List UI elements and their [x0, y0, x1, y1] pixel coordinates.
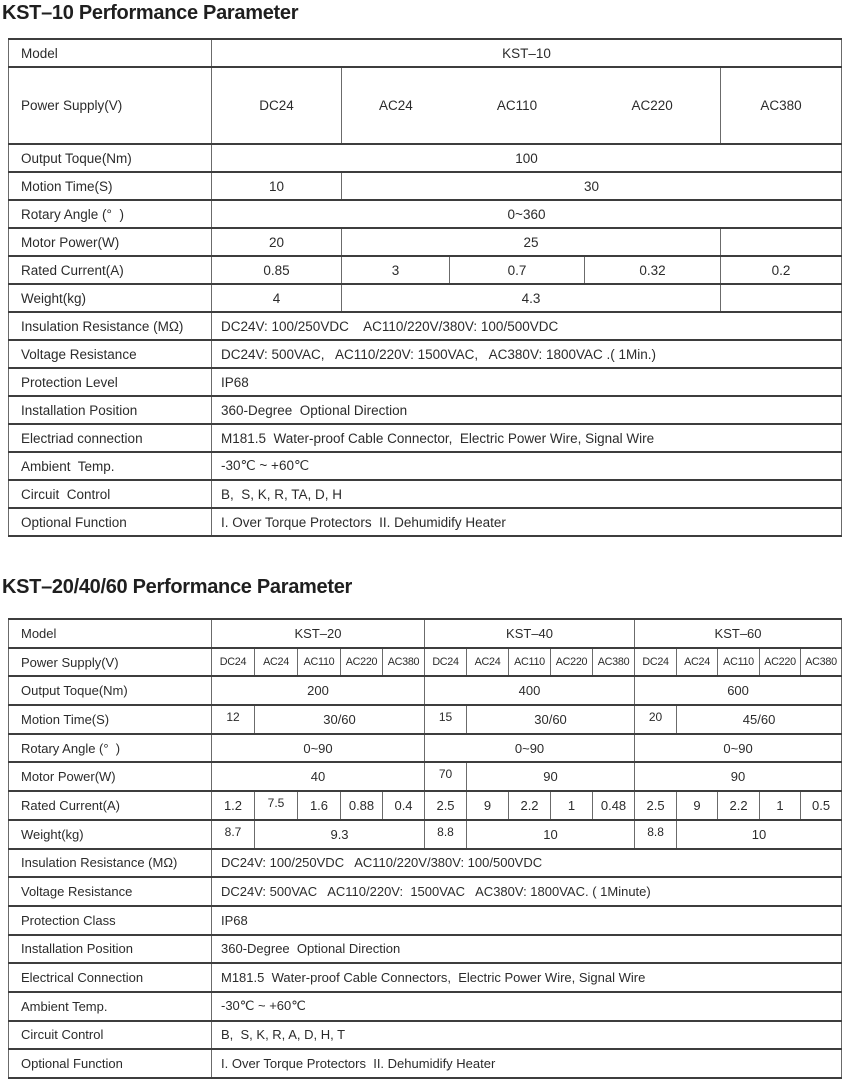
t2-weight-v6: 10: [677, 820, 842, 849]
t1-rotary-label: Rotary Angle (° ): [9, 200, 212, 228]
t1-current-v4: 0.32: [585, 256, 721, 284]
t1-circuit-label: Circuit Control: [9, 480, 212, 508]
t1-rotary-value: 0~360: [212, 200, 842, 228]
t1-power-ac-group-inner: [342, 98, 720, 113]
t2-current-cell: 2.2: [718, 791, 760, 820]
t2-motion-v1: 12: [212, 705, 255, 734]
t2-optional-label: Optional Function: [9, 1049, 212, 1078]
t2-circuit-label: Circuit Control: [9, 1021, 212, 1050]
t2-motion-v6: 45/60: [677, 705, 842, 734]
t1-insulation-value: DC24V: 100/250VDC AC110/220V/380V: 100/500VDC: [212, 312, 842, 340]
t2-torque-label: Output Toque(Nm): [9, 676, 212, 705]
table-row: [9, 935, 842, 964]
t1-optional-label: Optional Function: [9, 508, 212, 536]
table-row: [9, 144, 842, 172]
t2-power-cell: AC380: [593, 648, 635, 677]
t1-current-label: Rated Current(A): [9, 256, 212, 284]
table-row: [9, 1049, 842, 1078]
t1-motion-v1: 10: [212, 172, 342, 200]
kst20-40-60-performance-table: [8, 618, 842, 1079]
t2-power-cell: AC24: [677, 648, 718, 677]
t2-voltage-value: DC24V: 500VAC AC110/220V: 1500VAC AC380V: 1800VAC. ( 1Minute): [212, 877, 842, 906]
t2-power-cell: AC380: [383, 648, 425, 677]
t1-power-ac24: AC24: [378, 98, 413, 113]
t2-weight-v4: 10: [467, 820, 635, 849]
t1-power-ac110: AC110: [496, 98, 538, 113]
table-row: [9, 340, 842, 368]
t2-current-cell: 7.5: [255, 791, 298, 820]
t2-installation-label: Installation Position: [9, 935, 212, 964]
t2-power-cell: AC110: [718, 648, 760, 677]
t2-power-cell: AC24: [255, 648, 298, 677]
t1-motor-v1: 20: [212, 228, 342, 256]
t2-current-cell: 0.48: [593, 791, 635, 820]
table-row: [9, 312, 842, 340]
t1-protection-value: IP68: [212, 368, 842, 396]
t2-ambient-label: Ambient Temp.: [9, 992, 212, 1021]
t2-weight-v1: 8.7: [212, 820, 255, 849]
table-row: [9, 256, 842, 284]
table-row: [9, 619, 842, 648]
table-row: [9, 39, 842, 67]
table-row: [9, 480, 842, 508]
t2-current-cell: 2.5: [425, 791, 467, 820]
t2-motion-v4: 30/60: [467, 705, 635, 734]
t2-insulation-label: Insulation Resistance (MΩ): [9, 849, 212, 878]
t2-power-label: Power Supply(V): [9, 648, 212, 677]
t2-rotary-v2: 0~90: [425, 734, 635, 763]
t2-current-cell: 1.6: [298, 791, 341, 820]
t1-power-ac220: AC220: [631, 98, 673, 113]
table-row: [9, 200, 842, 228]
t2-current-cell: 2.5: [635, 791, 677, 820]
t2-motor-label: Motor Power(W): [9, 762, 212, 791]
kst20-40-60-table-title: KST–20/40/60 Performance Parameter: [2, 576, 353, 598]
t1-motor-label: Motor Power(W): [9, 228, 212, 256]
t1-motion-v2: 30: [342, 172, 842, 200]
t2-current-cell: 0.88: [341, 791, 383, 820]
t2-current-cell: 1.2: [212, 791, 255, 820]
t2-rotary-v3: 0~90: [635, 734, 842, 763]
t2-motor-v1: 40: [212, 762, 425, 791]
t1-power-label: Power Supply(V): [9, 67, 212, 144]
t2-model-kst40: KST–40: [425, 619, 635, 648]
t1-model-label: Model: [9, 39, 212, 67]
table-row: [9, 734, 842, 763]
t2-model-kst60: KST–60: [635, 619, 842, 648]
kst10-table-title: KST–10 Performance Parameter: [2, 2, 299, 24]
t1-motor-v2: 25: [342, 228, 721, 256]
t1-current-v5: 0.2: [721, 256, 842, 284]
t2-insulation-value: DC24V: 100/250VDC AC110/220V/380V: 100/500VDC: [212, 849, 842, 878]
t2-power-cell: AC220: [341, 648, 383, 677]
t2-electrical-value: M181.5 Water-proof Cable Connectors, Electric Power Wire, Signal Wire: [212, 963, 842, 992]
t2-protection-label: Protection Class: [9, 906, 212, 935]
t1-protection-label: Protection Level: [9, 368, 212, 396]
t2-circuit-value: B, S, K, R, A, D, H, T: [212, 1021, 842, 1050]
t1-optional-value: I. Over Torque Protectors II. Dehumidify Heater: [212, 508, 842, 536]
table-row: [9, 368, 842, 396]
t2-voltage-label: Voltage Resistance: [9, 877, 212, 906]
t2-motion-v3: 15: [425, 705, 467, 734]
table-row: [9, 67, 842, 144]
t2-weight-label: Weight(kg): [9, 820, 212, 849]
t2-power-cell: DC24: [212, 648, 255, 677]
t2-ambient-value: -30℃ ~ +60℃: [212, 992, 842, 1021]
t1-power-ac380: AC380: [721, 67, 842, 144]
t2-power-cell: AC110: [509, 648, 551, 677]
t2-torque-v1: 200: [212, 676, 425, 705]
table-row: [9, 963, 842, 992]
t2-power-cell: DC24: [635, 648, 677, 677]
t1-installation-label: Installation Position: [9, 396, 212, 424]
t2-torque-v3: 600: [635, 676, 842, 705]
t2-motion-v5: 20: [635, 705, 677, 734]
t1-installation-value: 360-Degree Optional Direction: [212, 396, 842, 424]
t1-ambient-label: Ambient Temp.: [9, 452, 212, 480]
t2-current-cell: 2.2: [509, 791, 551, 820]
t1-electrical-value: M181.5 Water-proof Cable Connector, Electric Power Wire, Signal Wire: [212, 424, 842, 452]
t2-power-cell: AC380: [801, 648, 842, 677]
t2-installation-value: 360-Degree Optional Direction: [212, 935, 842, 964]
table-row: [9, 648, 842, 677]
t2-power-cell: DC24: [425, 648, 467, 677]
t1-model-value: KST–10: [212, 39, 842, 67]
table-row: [9, 228, 842, 256]
t1-weight-v1: 4: [212, 284, 342, 312]
t2-motion-label: Motion Time(S): [9, 705, 212, 734]
t1-weight-empty-cell: [721, 284, 842, 312]
t1-torque-label: Output Toque(Nm): [9, 144, 212, 172]
t2-power-cell: AC220: [760, 648, 801, 677]
table-row: [9, 396, 842, 424]
t1-voltage-value: DC24V: 500VAC, AC110/220V: 1500VAC, AC380V: 1800VAC .( 1Min.): [212, 340, 842, 368]
t1-power-dc24: DC24: [212, 67, 342, 144]
t2-weight-v2: 9.3: [255, 820, 425, 849]
table-row: [9, 705, 842, 734]
t2-model-label: Model: [9, 619, 212, 648]
t1-current-v2: 3: [342, 256, 450, 284]
t2-rotary-v1: 0~90: [212, 734, 425, 763]
table-row: [9, 1021, 842, 1050]
t2-current-cell: 9: [467, 791, 509, 820]
t2-weight-v3: 8.8: [425, 820, 467, 849]
t2-current-cell: 0.4: [383, 791, 425, 820]
t2-motor-v3: 90: [467, 762, 635, 791]
t2-torque-v2: 400: [425, 676, 635, 705]
t1-motion-label: Motion Time(S): [9, 172, 212, 200]
t2-weight-v5: 8.8: [635, 820, 677, 849]
t1-circuit-value: B, S, K, R, TA, D, H: [212, 480, 842, 508]
t2-power-cell: AC24: [467, 648, 509, 677]
t2-power-cell: AC220: [551, 648, 593, 677]
table-row: [9, 762, 842, 791]
table-row: [9, 820, 842, 849]
t1-motor-empty-cell: [721, 228, 842, 256]
table-row: [9, 791, 842, 820]
t2-motor-v2: 70: [425, 762, 467, 791]
table-row: [9, 284, 842, 312]
t2-optional-value: I. Over Torque Protectors II. Dehumidify Heater: [212, 1049, 842, 1078]
t2-current-cell: 1: [551, 791, 593, 820]
t2-electrical-label: Electrical Connection: [9, 963, 212, 992]
table-row: [9, 508, 842, 536]
t1-ambient-value: -30℃ ~ +60℃: [212, 452, 842, 480]
t1-electrical-label: Electriad connection: [9, 424, 212, 452]
table-row: [9, 676, 842, 705]
kst10-performance-table: [8, 38, 842, 537]
t2-protection-value: IP68: [212, 906, 842, 935]
table-row: [9, 452, 842, 480]
t2-rotary-label: Rotary Angle (° ): [9, 734, 212, 763]
t2-current-cell: 9: [677, 791, 718, 820]
t1-current-v1: 0.85: [212, 256, 342, 284]
t1-weight-label: Weight(kg): [9, 284, 212, 312]
t2-current-cell: 0.5: [801, 791, 842, 820]
t2-model-kst20: KST–20: [212, 619, 425, 648]
t1-torque-value: 100: [212, 144, 842, 172]
table-row: [9, 906, 842, 935]
t1-current-v3: 0.7: [450, 256, 585, 284]
table-row: [9, 172, 842, 200]
t2-motor-v4: 90: [635, 762, 842, 791]
table-row: [9, 849, 842, 878]
t2-current-cell: 1: [760, 791, 801, 820]
t2-current-label: Rated Current(A): [9, 791, 212, 820]
t1-insulation-label: Insulation Resistance (MΩ): [9, 312, 212, 340]
t1-voltage-label: Voltage Resistance: [9, 340, 212, 368]
table-row: [9, 877, 842, 906]
table-row: [9, 992, 842, 1021]
t1-weight-v2: 4.3: [342, 284, 721, 312]
table-row: [9, 424, 842, 452]
t2-power-cell: AC110: [298, 648, 341, 677]
t1-power-ac-group: [342, 67, 721, 144]
t2-motion-v2: 30/60: [255, 705, 425, 734]
